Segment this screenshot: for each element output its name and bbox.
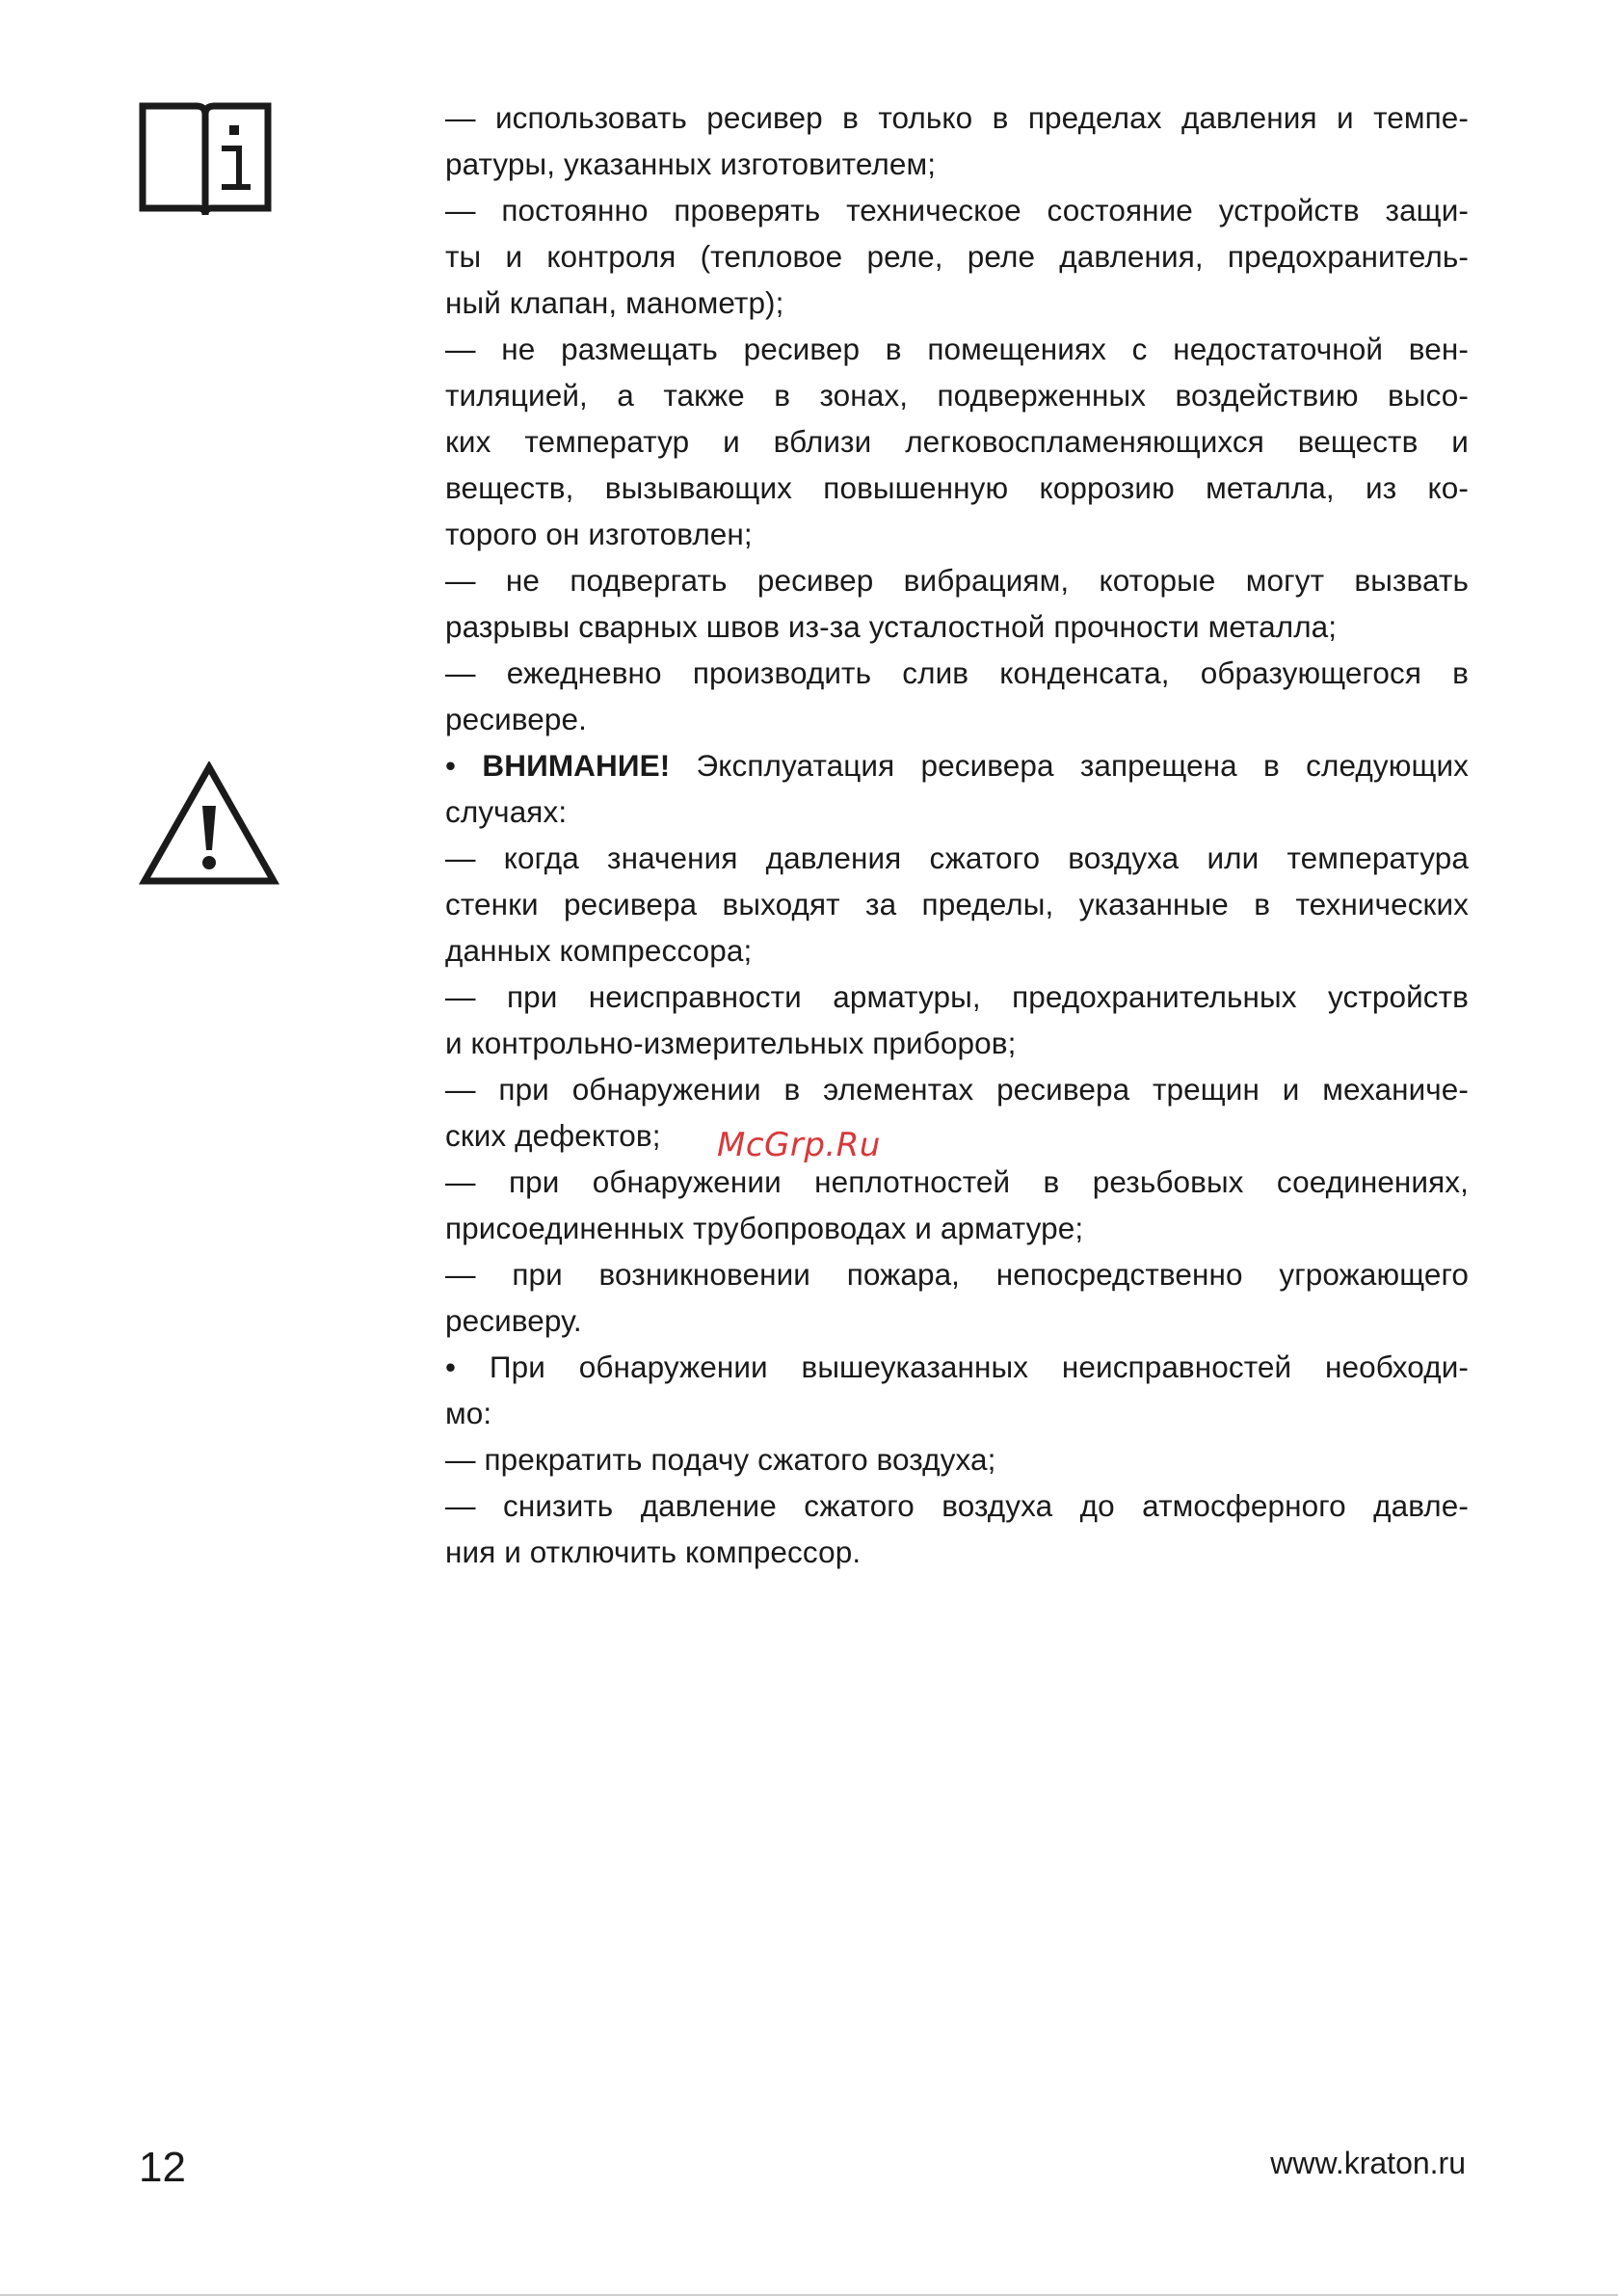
text-line: ратуры, указанных изготовителем; xyxy=(445,147,937,181)
text-line: торого он изготовлен; xyxy=(445,517,753,551)
text-line: — ежедневно производить слив конденсата, образующегося в xyxy=(445,655,1469,690)
text-line: ресивере. xyxy=(445,702,587,736)
text-line: — при обнаружении неплотностей в резьбовых соединениях, xyxy=(445,1164,1469,1199)
paragraph xyxy=(445,1159,1469,1251)
text-line: и контрольно-измерительных приборов; xyxy=(445,1026,1017,1060)
text-line: ный клапан, манометр); xyxy=(445,285,784,320)
text-line: ты и контроля (тепловое реле, реле давления, предохранитель- xyxy=(445,239,1469,274)
text-line: ких температур и вблизи легковоспламеняющихся веществ и xyxy=(445,424,1469,459)
text-line: тиляцией, а также в зонах, подверженных воздействию высо- xyxy=(445,378,1469,413)
text-line: стенки ресивера выходят за пределы, указанные в технических xyxy=(445,887,1469,921)
info-book-icon xyxy=(137,98,274,218)
text-line: — при возникновении пожара, непосредственно угрожающего xyxy=(445,1257,1469,1292)
paragraph xyxy=(445,974,1469,1066)
text-line: данных компрессора; xyxy=(445,933,753,968)
text-line: ресиверу. xyxy=(445,1303,582,1338)
text-line: случаях: xyxy=(445,794,568,829)
paragraph xyxy=(445,742,1469,835)
paragraph xyxy=(445,1066,1469,1159)
text-line: присоединенных трубопроводах и арматуре; xyxy=(445,1211,1084,1245)
text-line: ских дефектов; xyxy=(445,1118,661,1153)
text-line: веществ, вызывающих повышенную коррозию металла, из ко- xyxy=(445,470,1469,505)
text-line: — постоянно проверять техническое состояние устройств защи- xyxy=(445,193,1469,227)
paragraph xyxy=(445,1436,1469,1482)
text-line: разрывы сварных швов из-за усталостной прочности металла; xyxy=(445,609,1338,644)
text-line: — когда значения давления сжатого воздуха или температура xyxy=(445,841,1469,875)
text-line: — при обнаружении в элементах ресивера трещин и механиче- xyxy=(445,1072,1469,1107)
warning-triangle-icon xyxy=(139,761,279,887)
page-number: 12 xyxy=(139,2144,186,2191)
paragraph xyxy=(445,326,1469,557)
body-text xyxy=(445,94,1469,1575)
text-line: — не подвергать ресивер вибрациям, которые могут вызвать xyxy=(445,563,1469,598)
text-fragment: Эксплуатация ресивера запрещена в следующих xyxy=(670,748,1470,783)
watermark-text: McGrp.Ru xyxy=(717,1126,881,1164)
text-line: — не размещать ресивер в помещениях с недостаточной вен- xyxy=(445,332,1469,366)
warning-label: ВНИМАНИЕ! xyxy=(482,748,671,783)
text-line: мо: xyxy=(445,1396,492,1430)
text-line: — при неисправности арматуры, предохранительных устройств xyxy=(445,979,1469,1014)
paragraph xyxy=(445,650,1469,742)
paragraph xyxy=(445,1344,1469,1436)
text-line: ния и отключить компрессор. xyxy=(445,1535,862,1569)
text-line: • При обнаружении вышеуказанных неисправностей необходи- xyxy=(445,1349,1469,1384)
paragraph xyxy=(445,835,1469,974)
text-line: — снизить давление сжатого воздуха до атмосферного давле- xyxy=(445,1488,1469,1523)
footer-url: www.kraton.ru xyxy=(1270,2146,1466,2180)
bullet: • xyxy=(445,748,483,783)
text-line: — прекратить подачу сжатого воздуха; xyxy=(445,1442,996,1477)
text-line xyxy=(445,742,1469,788)
text-line: — использовать ресивер в только в пределах давления и темпе- xyxy=(445,100,1469,135)
paragraph xyxy=(445,1482,1469,1575)
paragraph xyxy=(445,1251,1469,1344)
paragraph xyxy=(445,94,1469,187)
paragraph xyxy=(445,187,1469,326)
paragraph xyxy=(445,557,1469,650)
